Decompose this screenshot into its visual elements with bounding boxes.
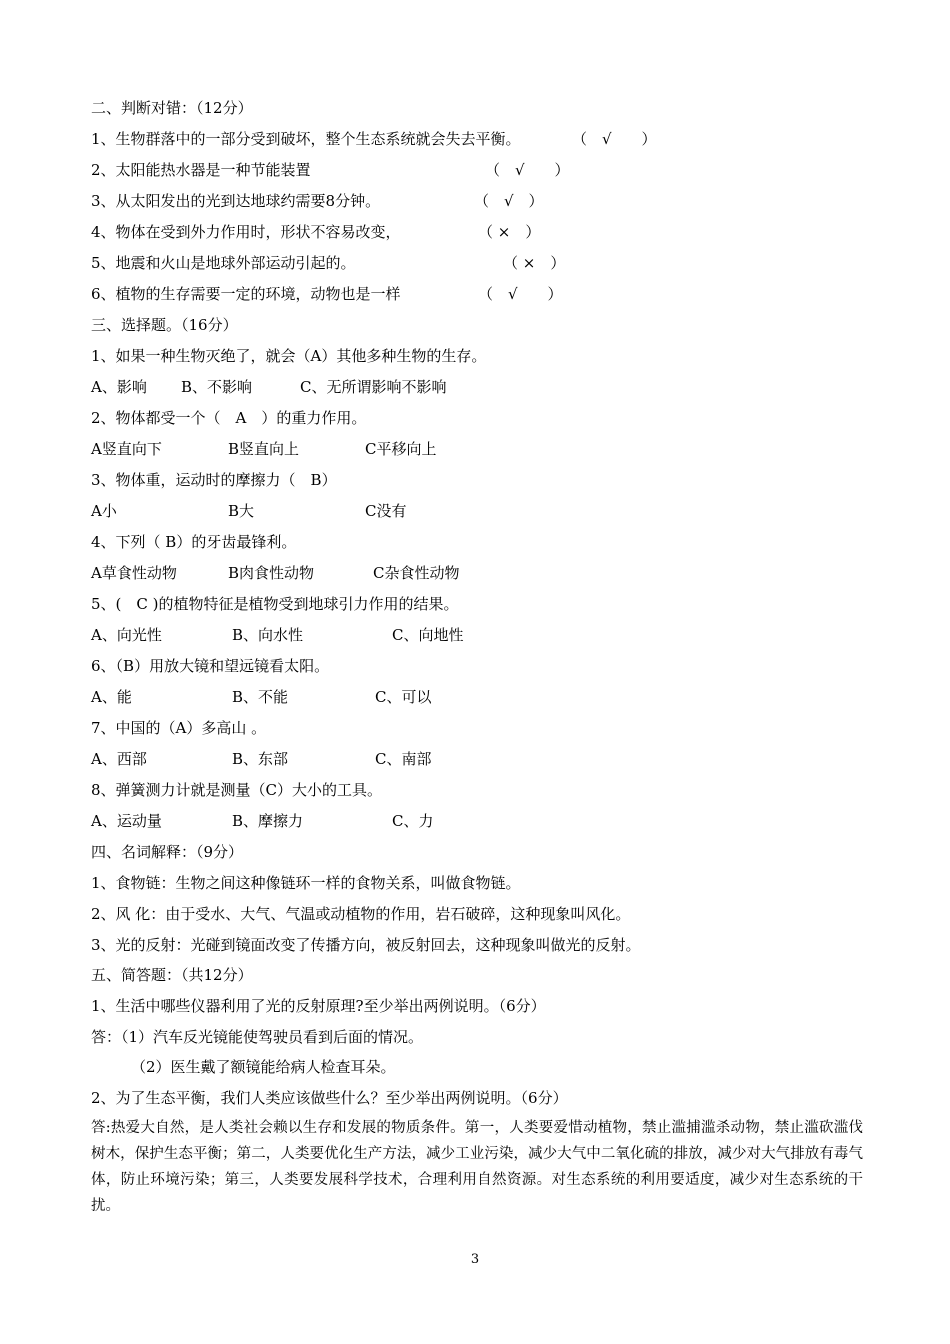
choice-option-5a: A、向光性 <box>91 626 162 644</box>
choice-option-8a: A、运动量 <box>91 812 162 830</box>
judge-answer-5: （ × ） <box>503 254 566 272</box>
choice-option-2a: A竖直向下 <box>91 440 162 458</box>
choice-option-3b: B大 <box>228 502 255 520</box>
choice-option-7c: C、南部 <box>375 750 432 768</box>
choice-option-1c: C、无所谓影响不影响 <box>300 378 447 396</box>
short-question-2: 2、为了生态平衡，我们人类应该做些什么？至少举出两例说明。（6分） <box>91 1089 568 1107</box>
choice-question-3: 3、物体重，运动时的摩擦力（ B） <box>91 471 337 489</box>
judge-item-3: 3、从太阳发出的光到达地球约需要8分钟。 <box>91 192 381 210</box>
choice-option-6c: C、可以 <box>375 688 432 706</box>
choice-option-5b: B、向水性 <box>232 626 304 644</box>
short-question-1: 1、生活中哪些仪器利用了光的反射原理?至少举出两例说明。（6分） <box>91 997 546 1015</box>
term-item-2: 2、风 化：由于受水、大气、气温或动植物的作用，岩石破碎，这种现象叫风化。 <box>91 905 631 923</box>
short-answer-2: 答:热爱大自然，是人类社会赖以生存和发展的物质条件。第一，人类要爱惜动植物，禁止滥捕滥杀动物，禁止滥砍滥伐树木，保护生态平衡；第二，人类要优化生产方法，减少工业污染，减少大气中二氧化硫的排放，减少对大气排放有毒气体，防止环境污染；第三，人类要发展科学技术，合理利用自然资源。对生态系统的利用要适度，减少对生态系统的干扰。 <box>91 1120 863 1214</box>
choice-option-3a: A小 <box>91 502 117 520</box>
judge-answer-3: （ √ ） <box>474 192 544 210</box>
choice-option-5c: C、向地性 <box>392 626 464 644</box>
judge-answer-2: （ √ ） <box>485 161 570 179</box>
section-title-choice: 三、选择题。（16分） <box>91 316 238 334</box>
choice-question-4: 4、下列（ B）的牙齿最锋利。 <box>91 533 297 551</box>
choice-option-2b: B竖直向上 <box>228 440 300 458</box>
choice-question-7: 7、中国的（A）多高山 。 <box>91 719 267 737</box>
judge-answer-6: （ √ ） <box>478 285 563 303</box>
section-title-terms: 四、名词解释：（9分） <box>91 843 244 861</box>
term-item-1: 1、食物链：生物之间这种像链环一样的食物关系，叫做食物链。 <box>91 874 521 892</box>
choice-option-7b: B、东部 <box>232 750 289 768</box>
choice-option-1a: A、影响 <box>91 378 147 396</box>
choice-option-4a: A草食性动物 <box>91 564 177 582</box>
section-title-judge: 二、判断对错：（12分） <box>91 99 253 117</box>
choice-question-8: 8、弹簧测力计就是测量（C）大小的工具。 <box>91 781 383 799</box>
judge-item-2: 2、太阳能热水器是一种节能装置 <box>91 161 311 179</box>
short-answer-1-line-1: 答：（1）汽车反光镜能使驾驶员看到后面的情况。 <box>91 1028 424 1046</box>
choice-option-7a: A、西部 <box>91 750 147 768</box>
judge-item-1: 1、生物群落中的一部分受到破坏，整个生态系统就会失去平衡。 <box>91 130 521 148</box>
choice-option-3c: C没有 <box>365 502 407 520</box>
judge-item-5: 5、地震和火山是地球外部运动引起的。 <box>91 254 356 272</box>
judge-answer-4: （ × ） <box>478 223 541 241</box>
judge-answer-1: （ √ ） <box>572 130 657 148</box>
section-title-short: 五、简答题：（共12分） <box>91 966 253 984</box>
choice-option-4b: B肉食性动物 <box>228 564 315 582</box>
choice-option-6b: B、不能 <box>232 688 289 706</box>
choice-option-8b: B、摩擦力 <box>232 812 304 830</box>
term-item-3: 3、光的反射：光碰到镜面改变了传播方向，被反射回去，这种现象叫做光的反射。 <box>91 936 641 954</box>
page-number: 3 <box>470 1252 480 1267</box>
choice-option-6a: A、能 <box>91 688 132 706</box>
choice-option-8c: C、力 <box>392 812 434 830</box>
choice-option-4c: C杂食性动物 <box>373 564 460 582</box>
choice-question-6: 6、（B）用放大镜和望远镜看太阳。 <box>91 657 330 675</box>
choice-option-2c: C平移向上 <box>365 440 437 458</box>
short-answer-1-line-2: （2）医生戴了额镜能给病人检查耳朵。 <box>131 1058 396 1076</box>
choice-question-1: 1、如果一种生物灭绝了，就会（A）其他多种生物的生存。 <box>91 347 487 365</box>
judge-item-6: 6、植物的生存需要一定的环境，动物也是一样 <box>91 285 401 303</box>
choice-question-5: 5、( C )的植物特征是植物受到地球引力作用的结果。 <box>91 595 459 613</box>
choice-option-1b: B、不影响 <box>181 378 253 396</box>
choice-question-2: 2、物体都受一个（ A ）的重力作用。 <box>91 409 367 427</box>
judge-item-4: 4、物体在受到外力作用时，形状不容易改变， <box>91 223 401 241</box>
